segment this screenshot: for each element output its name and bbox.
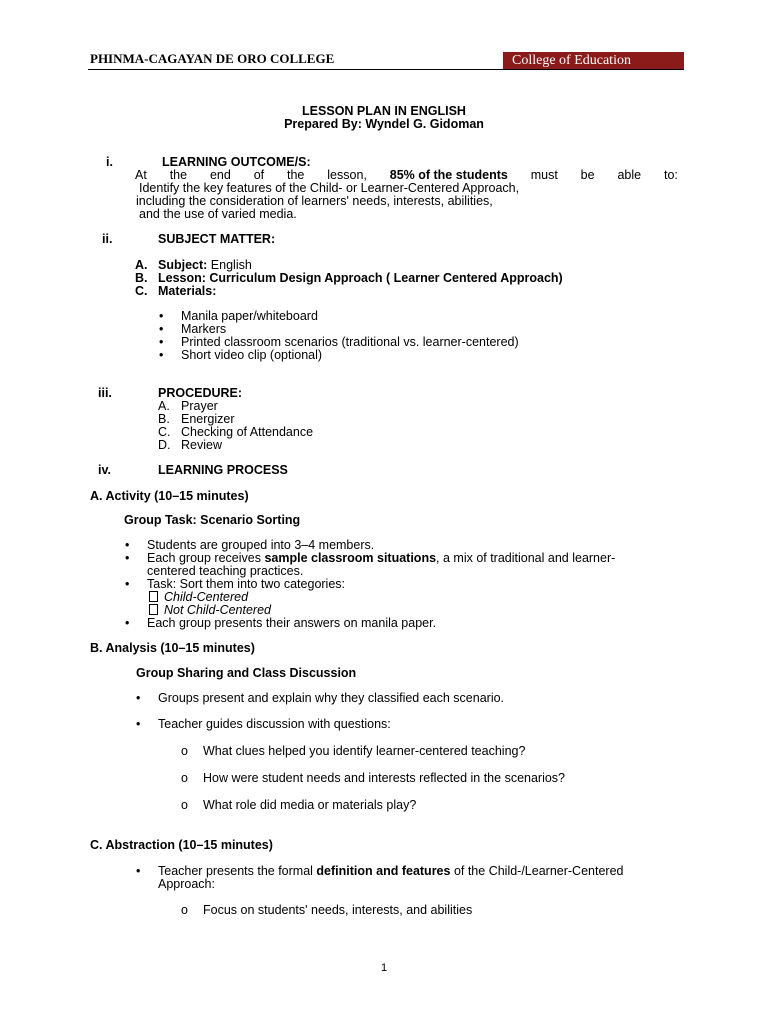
list-item: o What clues helped you identify learner-centered teaching?	[203, 744, 525, 758]
list-item: • Each group presents their answers on manila paper.	[147, 616, 436, 630]
procedure-label: B.	[158, 412, 170, 426]
list-item: • Manila paper/whiteboard	[181, 309, 318, 323]
document-title: LESSON PLAN IN ENGLISH	[302, 104, 466, 118]
list-item: • Teacher presents the formal definition and features of the Child-/Learner-Centered	[158, 864, 623, 878]
list-item: • Students are grouped into 3–4 members.	[147, 538, 374, 552]
procedure-label: D.	[158, 438, 171, 452]
procedure-item: Checking of Attendance	[181, 425, 314, 439]
outcome-line-4: and the use of varied media.	[139, 207, 297, 221]
section-numeral-iii: iii.	[98, 386, 112, 400]
header-divider	[88, 69, 684, 70]
checkbox-icon	[149, 591, 158, 602]
section-numeral-ii: ii.	[102, 232, 113, 246]
activity-heading: A. Activity (10–15 minutes)	[90, 489, 249, 503]
list-item: o How were student needs and interests reflected in the scenarios?	[203, 771, 565, 785]
list-item: • Teacher guides discussion with questions:	[158, 717, 391, 731]
lesson-label: B.	[135, 271, 148, 285]
section-numeral-i: i.	[106, 155, 113, 169]
department-label: College of Education	[503, 52, 684, 70]
activity-subheading: Group Task: Scenario Sorting	[124, 513, 301, 527]
subject-label: A.	[135, 258, 148, 272]
procedure-label: C.	[158, 425, 171, 439]
abstraction-heading: C. Abstraction (10–15 minutes)	[90, 838, 273, 852]
materials-heading: Materials:	[158, 284, 217, 298]
list-item: o Focus on students' needs, interests, and abilities	[203, 903, 472, 917]
materials-label: C.	[135, 284, 148, 298]
list-item: • Printed classroom scenarios (traditional vs. learner-centered)	[181, 335, 519, 349]
college-name: PHINMA-CAGAYAN DE ORO COLLEGE	[90, 51, 335, 66]
outcome-line-1: At the end of the lesson, 85% of the students must be able to:	[135, 168, 678, 182]
list-item-continuation: centered teaching practices.	[147, 564, 304, 578]
section-heading-outcome: LEARNING OUTCOME/S:	[162, 155, 311, 169]
list-item: • Task: Sort them into two categories:	[147, 577, 345, 591]
outcome-line-2: Identify the key features of the Child- or Learner-Centered Approach,	[139, 181, 520, 195]
list-item-continuation: Approach:	[158, 877, 215, 891]
list-item: • Short video clip (optional)	[181, 348, 322, 362]
checkbox-icon	[149, 604, 158, 615]
procedure-item: Prayer	[181, 399, 218, 413]
section-numeral-iv: iv.	[98, 463, 111, 477]
procedure-item: Review	[181, 438, 222, 452]
list-item: • Markers	[181, 322, 226, 336]
section-heading-procedure: PROCEDURE:	[158, 386, 243, 400]
subject-line: Subject: English	[158, 258, 252, 272]
prepared-by: Prepared By: Wyndel G. Gidoman	[284, 117, 484, 131]
category-child-centered: Child-Centered	[149, 590, 248, 604]
list-item: • Groups present and explain why they classified each scenario.	[158, 691, 504, 705]
page-number: 1	[380, 962, 388, 974]
analysis-subheading: Group Sharing and Class Discussion	[136, 666, 357, 680]
outcome-line-3: including the consideration of learners' needs, interests, abilities,	[136, 194, 493, 208]
procedure-item: Energizer	[181, 412, 235, 426]
analysis-heading: B. Analysis (10–15 minutes)	[90, 641, 255, 655]
list-item: o What role did media or materials play?	[203, 798, 416, 812]
procedure-label: A.	[158, 399, 170, 413]
section-heading-learning-process: LEARNING PROCESS	[158, 463, 288, 477]
category-not-child-centered: Not Child-Centered	[149, 603, 271, 617]
lesson-line: Lesson: Curriculum Design Approach ( Learner Centered Approach)	[158, 271, 563, 285]
list-item: • Each group receives sample classroom situations, a mix of traditional and learner-	[147, 551, 615, 565]
section-heading-subject-matter: SUBJECT MATTER:	[158, 232, 276, 246]
